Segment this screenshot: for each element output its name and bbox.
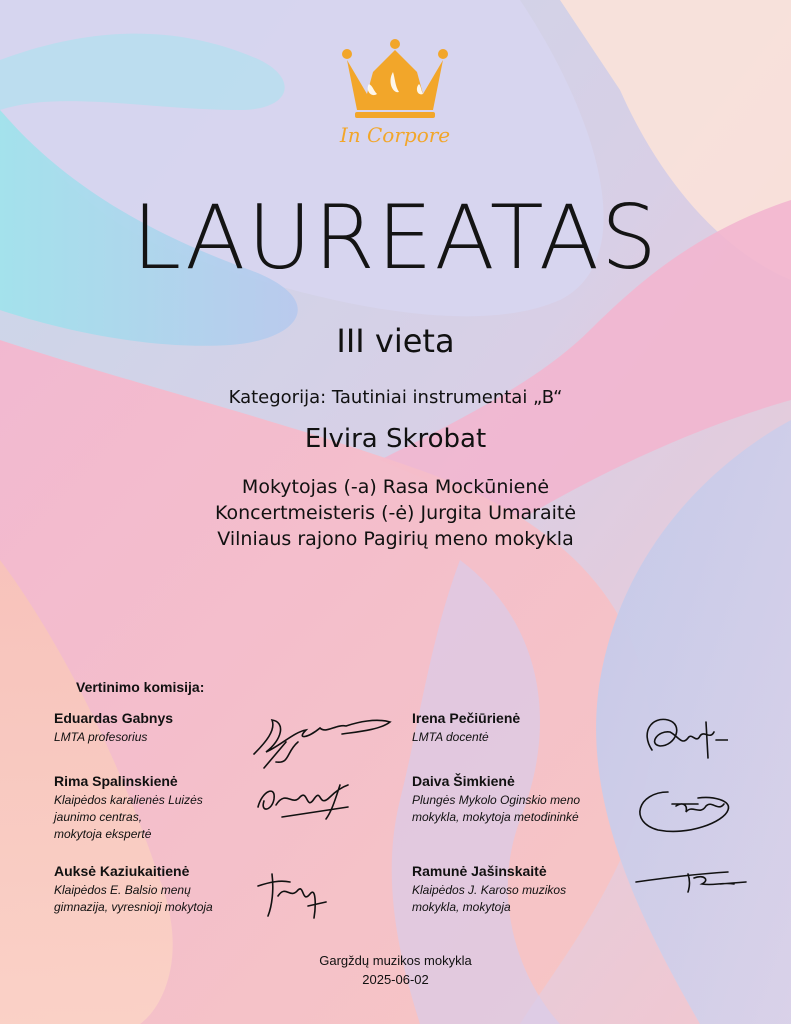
member-role: Klaipėdos E. Balsio menų gimnazija, vyresnioji mokytoja [54,883,213,914]
crown-icon [333,38,458,150]
member-name: Ramunė Jašinskaitė [412,863,547,879]
place-label: III vieta [336,322,455,360]
member-role: Klaipėdos karalienės Luizės jaunimo centras, mokytoja ekspertė [54,793,203,841]
member-name: Auksė Kaziukaitienė [54,863,190,879]
member-role: Klaipėdos J. Karoso muzikos mokykla, mokytoja [412,883,567,914]
accompanist-line: Koncertmeisteris (-ė) Jurgita Umaraitė [214,502,577,524]
member-role: LMTA docentė [412,730,489,744]
signature-image [638,710,728,768]
committee-member [412,863,566,916]
member-name: Eduardas Gabnys [54,710,174,726]
member-name: Rima Spalinskienė [54,773,178,789]
committee-member [54,710,173,746]
committee-member [412,710,520,746]
certificate-title: LAUREATAS [132,186,659,289]
signature-image [628,782,744,842]
signature-image [634,864,750,896]
committee-heading: Vertinimo komisija: [76,679,205,695]
school-line: Vilniaus rajono Pagirių meno mokykla [217,528,574,550]
committee-member [54,773,203,843]
logo-text: In Corpore [339,123,451,147]
footer-date: 2025-06-02 [362,972,429,987]
category-label: Kategorija: Tautiniai instrumentai „B“ [228,387,563,408]
signature-image [252,777,358,827]
footer-organization: Gargždų muzikos mokykla [319,953,472,968]
signature-image [250,866,334,922]
committee-member [412,773,580,826]
member-name: Daiva Šimkienė [412,773,515,789]
in-corpore-logo [333,38,458,150]
teacher-line: Mokytojas (-a) Rasa Mockūnienė [241,476,550,498]
member-role: Plungės Mykolo Oginskio meno mokykla, mokytoja metodininkė [412,793,581,824]
member-name: Irena Pečiūrienė [412,710,521,726]
laureate-name: Elvira Skrobat [304,424,487,454]
signature-image [246,712,396,774]
member-role: LMTA profesorius [54,730,148,744]
committee-member [54,863,213,916]
